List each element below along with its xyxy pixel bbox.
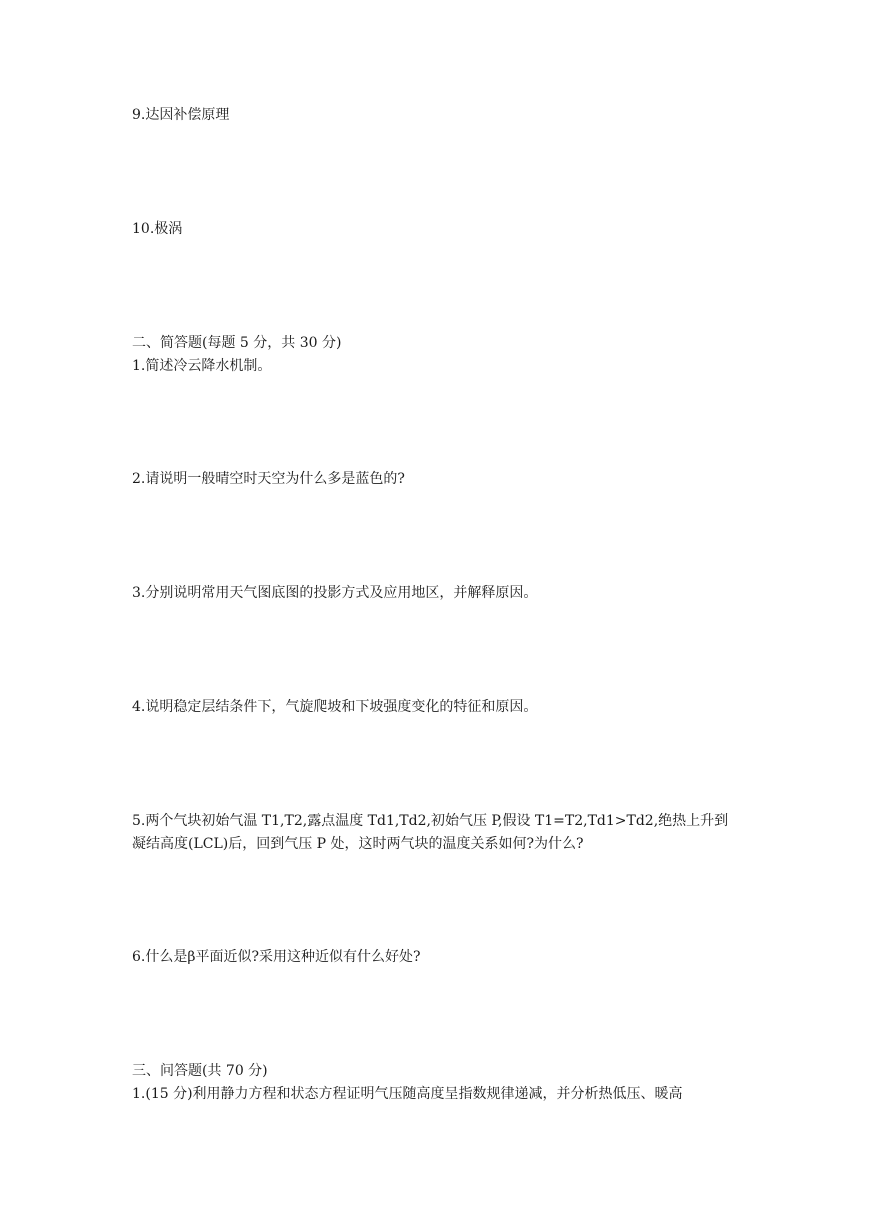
short-answer-3: 3.分别说明常用天气图底图的投影方式及应用地区，并解释原因。 — [132, 585, 538, 601]
short-answer-5-line-2: 凝结高度(LCL)后，回到气压 P 处，这时两气块的温度关系如何?为什么? — [132, 836, 584, 852]
essay-question-1-line-1: 1.(15 分)利用静力方程和状态方程证明气压随高度呈指数规律递减，并分析热低压、暖高 — [132, 1086, 683, 1102]
short-answer-4: 4.说明稳定层结条件下，气旋爬坡和下坡强度变化的特征和原因。 — [132, 699, 538, 715]
short-answer-2: 2.请说明一般晴空时天空为什么多是蓝色的? — [132, 471, 405, 487]
question-9: 9.达因补偿原理 — [132, 107, 230, 123]
question-10: 10.极涡 — [132, 221, 183, 237]
section-2-heading: 二、简答题(每题 5 分，共 30 分) — [132, 335, 342, 351]
short-answer-1: 1.简述冷云降水机制。 — [132, 358, 272, 374]
short-answer-6: 6.什么是β平面近似?采用这种近似有什么好处? — [132, 949, 421, 965]
section-3-heading: 三、问答题(共 70 分) — [132, 1063, 268, 1079]
short-answer-5-line-1: 5.两个气块初始气温 T1,T2,露点温度 Td1,Td2,初始气压 P,假设 T1=T2,Td1>Td2,绝热上升到 — [132, 813, 729, 829]
